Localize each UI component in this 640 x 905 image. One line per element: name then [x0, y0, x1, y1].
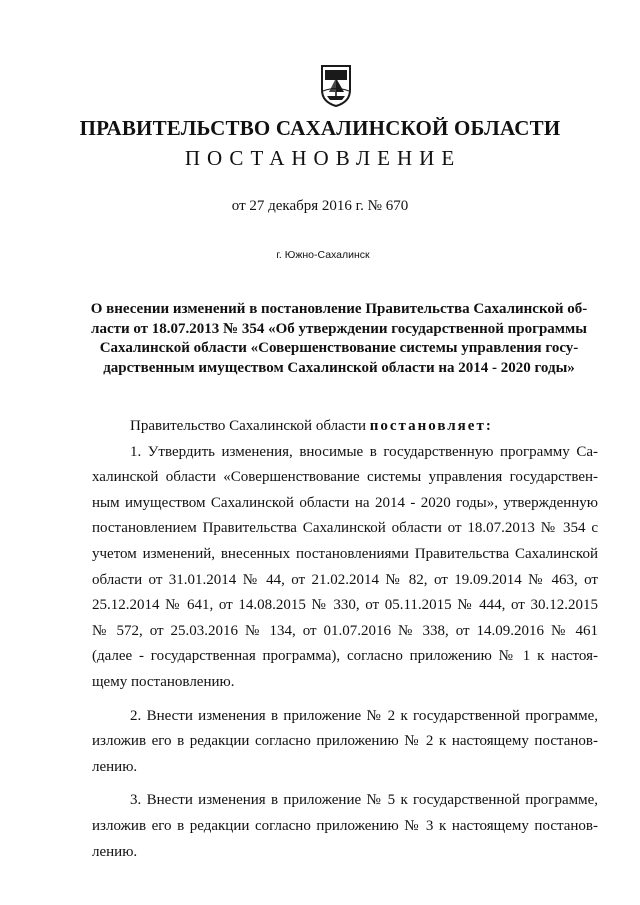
item1-line: № 572, от 25.03.2016 № 134, от 01.07.2016 № 338, от 14.09.2016 № 461	[92, 622, 598, 639]
item3-line: лению.	[92, 843, 138, 860]
item1-line: 25.12.2014 № 641, от 14.08.2015 № 330, от 05.11.2015 № 444, от 30.12.2015	[92, 597, 598, 614]
item2-line: изложив его в редакции согласно приложению № 2 к настоящему постанов-	[92, 733, 598, 750]
sakhalin-coat-of-arms-icon	[318, 62, 354, 108]
item3-line: 3. Внести изменения в приложение № 5 к государственной программе,	[130, 792, 598, 809]
intro-paragraph	[92, 414, 598, 440]
subject-line: О внесении изменений в постановление Правительства Сахалинской об-	[90, 301, 588, 317]
item2-line: лению.	[92, 758, 138, 775]
city-name: г. Южно-Сахалинск	[276, 249, 370, 261]
item1-line: (далее - государственная программа), согласно приложению № 1 к настоя-	[92, 648, 598, 665]
decree-body	[92, 414, 598, 865]
item1-line: халинской области «Совершенствование системы управления государствен-	[92, 469, 598, 486]
item1-line: учетом изменений, внесенных постановлениями Правительства Сахалинской	[92, 545, 598, 562]
item1-line: ным имуществом Сахалинской области на 2014 - 2020 годы», утвержденную	[92, 494, 598, 511]
item1-line: области от 31.01.2014 № 44, от 21.02.2014 № 82, от 19.09.2014 № 463, от	[92, 571, 598, 588]
government-title: ПРАВИТЕЛЬСТВО САХАЛИНСКОЙ ОБЛАСТИ	[79, 116, 561, 140]
decree-date-number: от 27 декабря 2016 г. № 670	[231, 198, 409, 214]
subject-line: дарственным имуществом Сахалинской области на 2014 - 2020 годы»	[103, 359, 575, 376]
item2-line: 2. Внести изменения в приложение № 2 к государственной программе,	[130, 707, 598, 724]
item3-line: изложив его в редакции согласно приложению № 3 к настоящему постанов-	[92, 817, 598, 834]
document-type: ПОСТАНОВЛЕНИЕ	[184, 146, 462, 170]
item1-line: щему постановлению.	[92, 673, 235, 690]
item1-line: 1. Утвердить изменения, вносимые в государственную программу Са-	[130, 443, 598, 460]
decree-subject	[84, 300, 594, 378]
intro-lead: Правительство Сахалинской области	[130, 418, 370, 434]
subject-line: Сахалинской области «Совершенствование системы управления госу-	[99, 340, 579, 356]
subject-line: ласти от 18.07.2013 № 354 «Об утверждении государственной программы	[91, 320, 587, 337]
item1-line: постановлением Правительства Сахалинской области от 18.07.2013 № 354 с	[92, 520, 598, 537]
decree-keyword: постановляет:	[369, 418, 493, 434]
